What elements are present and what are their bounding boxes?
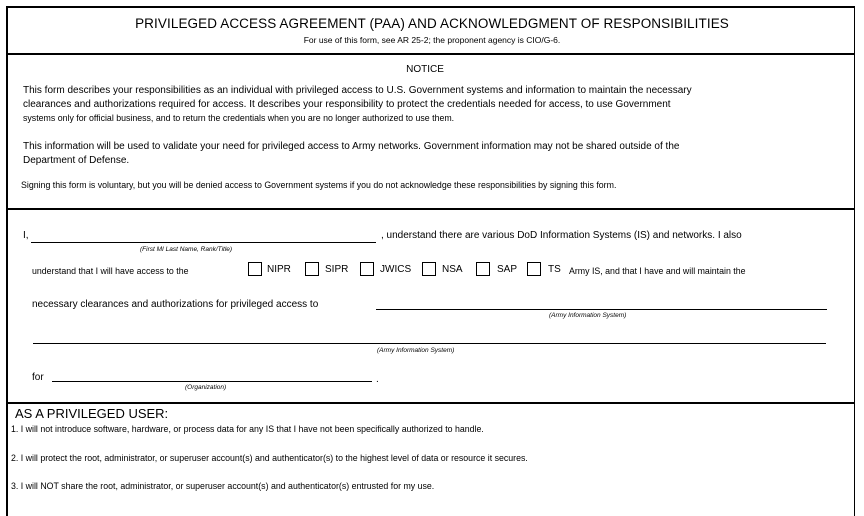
checkbox-nsa[interactable]	[422, 262, 436, 276]
form-title: PRIVILEGED ACCESS AGREEMENT (PAA) AND ACKNOWLEDGMENT OF RESPONSIBILITIES	[135, 16, 729, 31]
label-nipr: NIPR	[267, 264, 291, 275]
label-nsa: NSA	[442, 264, 463, 275]
name-caption: (First MI Last Name, Rank/Title)	[140, 246, 233, 253]
list-item: 3. I will NOT share the root, administrator, or superuser account(s) and authenticator(s) entrusted for my use.	[11, 481, 435, 491]
notice-para1-line1: This form describes your responsibilities as an individual with privileged access to U.S. Government systems and information to maintain the necessary	[23, 85, 692, 96]
divider-title	[6, 53, 855, 55]
label-sap: SAP	[497, 264, 518, 275]
agreement-prefix-i: I,	[23, 230, 29, 241]
checkbox-ts[interactable]	[527, 262, 541, 276]
notice-para1-line2: clearances and authorizations required for access. It describes your responsibility to protect the credentials needed for access, to use Government	[23, 99, 671, 110]
label-ts: TS	[548, 264, 561, 275]
checkbox-jwics[interactable]	[360, 262, 374, 276]
checkbox-sipr[interactable]	[305, 262, 319, 276]
system-caption-1: (Army Information System)	[549, 312, 627, 319]
form-frame	[6, 6, 855, 516]
system-field-1[interactable]	[376, 309, 827, 310]
organization-field[interactable]	[52, 381, 372, 382]
form-subtitle: For use of this form, see AR 25-2; the proponent agency is CIO/G-6.	[303, 35, 561, 45]
list-item: 2. I will protect the root, administrator, or superuser account(s) and authenticator(s) to the highest level of data or resource it secures.	[11, 453, 528, 463]
army-is-text: Army IS, and that I have and will maintain the	[569, 266, 746, 276]
notice-para3: Signing this form is voluntary, but you will be denied access to Government systems if you do not acknowledge these responsibilities by signing this form.	[21, 180, 617, 190]
org-caption: (Organization)	[185, 384, 227, 391]
notice-heading: NOTICE	[406, 64, 444, 75]
divider-agreement	[6, 402, 855, 404]
access-text: understand that I will have access to the	[32, 266, 189, 276]
list-item: 1. I will not introduce software, hardware, or process data for any IS that I have not been specifically authorized to handle.	[11, 424, 484, 434]
checkbox-nipr[interactable]	[248, 262, 262, 276]
label-jwics: JWICS	[380, 264, 412, 275]
for-label: for	[32, 372, 44, 383]
checkbox-sap[interactable]	[476, 262, 490, 276]
notice-para2-line1: This information will be used to validate your need for privileged access to Army networks. Government information may not be shared outside of the	[23, 141, 680, 152]
privileged-user-heading: AS A PRIVILEGED USER:	[15, 406, 169, 421]
clearance-text: necessary clearances and authorizations for privileged access to	[32, 299, 319, 310]
org-period: .	[376, 374, 379, 385]
understand-text: , understand there are various DoD Information Systems (IS) and networks. I also	[381, 230, 742, 241]
divider-notice	[6, 208, 855, 210]
notice-para2-line2: Department of Defense.	[23, 155, 130, 166]
notice-para1-line3: systems only for official business, and to return the credentials when you are no longer authorized to use them.	[23, 113, 455, 123]
label-sipr: SIPR	[325, 264, 349, 275]
system-field-2[interactable]	[33, 343, 826, 344]
system-caption-2: (Army Information System)	[377, 347, 455, 354]
name-field[interactable]	[31, 242, 376, 243]
